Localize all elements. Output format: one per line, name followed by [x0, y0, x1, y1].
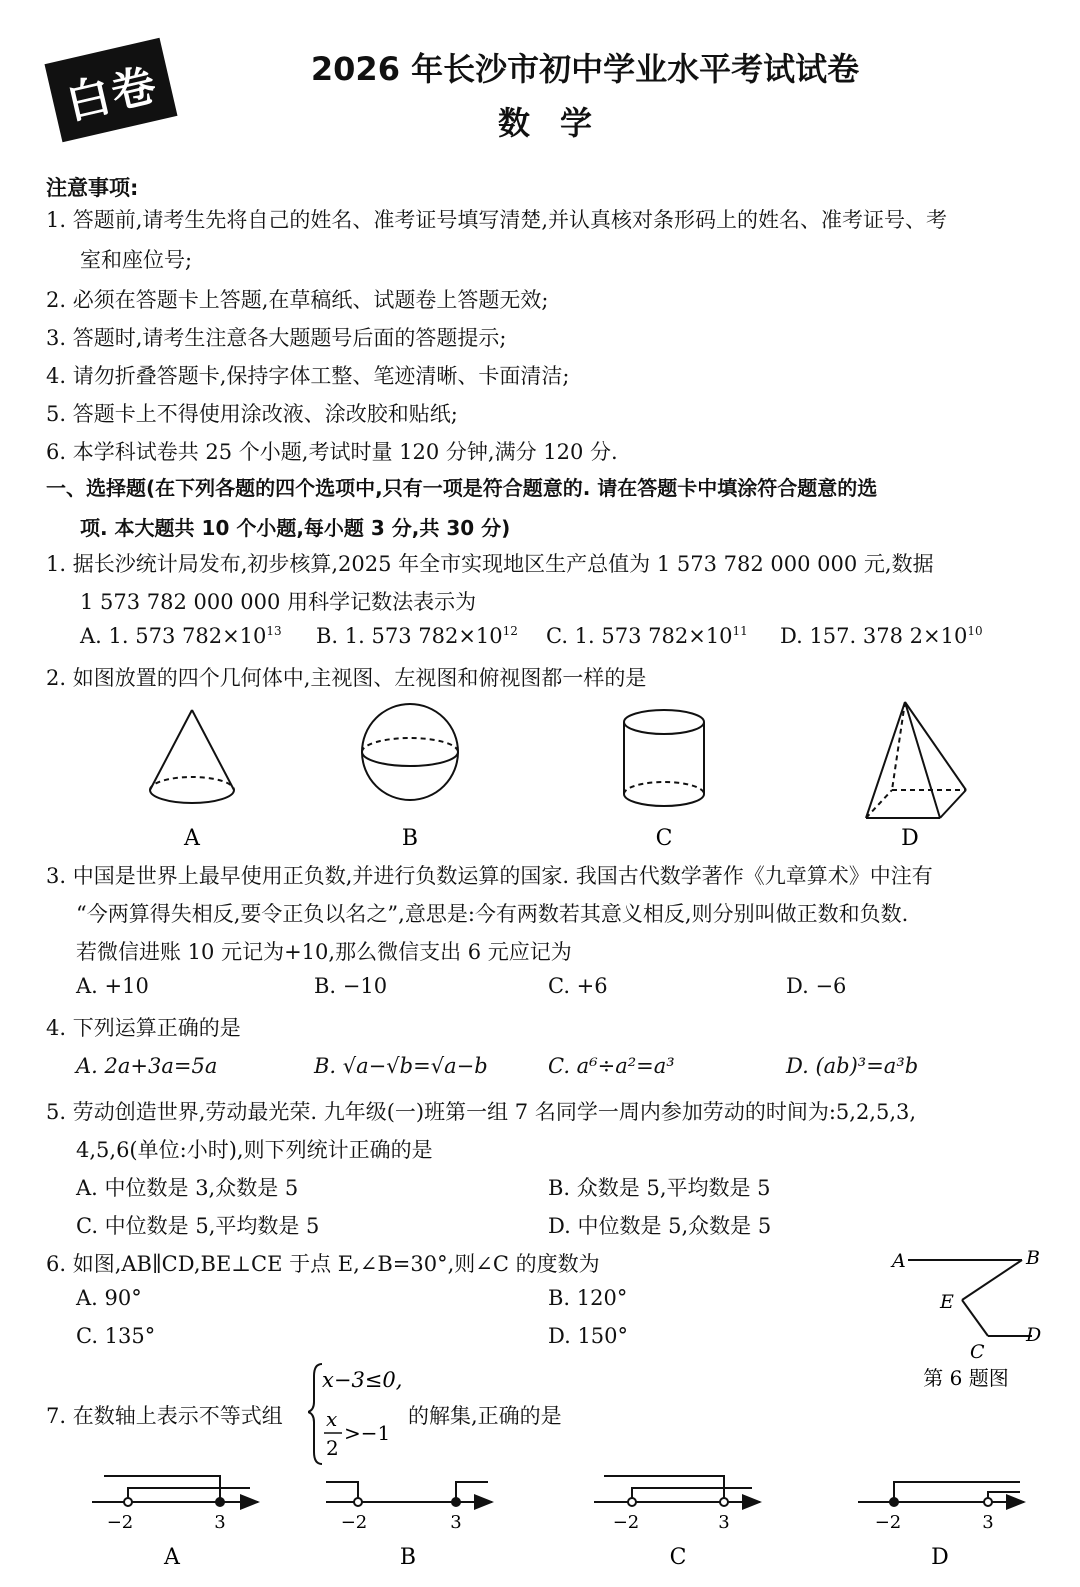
- q7-option-c-line: [594, 1476, 760, 1506]
- q4-option-b: B. √a−√b=√a−b: [314, 1054, 488, 1078]
- q7-label-b: B: [399, 1545, 417, 1570]
- q5-option-d: D. 中位数是 5,众数是 5: [548, 1214, 772, 1238]
- exam-title: 2026 年长沙市初中学业水平考试试卷: [310, 50, 860, 88]
- q6-figure-caption: 第 6 题图: [923, 1366, 1009, 1390]
- q6-option-b: B. 120°: [548, 1286, 628, 1310]
- white-paper-badge: 白卷: [45, 38, 178, 142]
- notice-item: 4. 请勿折叠答题卡,保持字体工整、笔迹清晰、卡面清洁;: [46, 364, 570, 388]
- question-3-stem: 3. 中国是世界上最早使用正负数,并进行负数运算的国家. 我国古代数学著作《九章算术》中注有: [46, 864, 933, 888]
- question-3-stem-cont: 若微信进账 10 元记为+10,那么微信支出 6 元应记为: [76, 940, 572, 964]
- q3-option-d: D. −6: [786, 974, 847, 998]
- q5-option-b: B. 众数是 5,平均数是 5: [548, 1176, 771, 1200]
- q6-point-a: A: [892, 1250, 906, 1272]
- q7-option-b-line: [326, 1482, 492, 1506]
- q1-option-d: D. 157. 378 $2\times 10^{10}$: [780, 624, 983, 648]
- question-4-stem: 4. 下列运算正确的是: [46, 1016, 241, 1040]
- q5-option-c: C. 中位数是 5,平均数是 5: [76, 1214, 320, 1238]
- q7-number-lines: [0, 1462, 1080, 1584]
- q2-label-d: D: [901, 826, 919, 851]
- q3-option-c: C. +6: [548, 974, 608, 998]
- q4-option-a: A. 2a+3a=5a: [76, 1054, 218, 1078]
- question-1-stem: 1. 据长沙统计局发布,初步核算,2025 年全市实现地区生产总值为 1 573 782 000 000 元,数据: [46, 552, 934, 576]
- notice-item: 5. 答题卡上不得使用涂改液、涂改胶和贴纸;: [46, 402, 458, 426]
- q7-c-tick-right: 3: [718, 1512, 730, 1533]
- q7-a-tick-left: −2: [106, 1512, 134, 1533]
- question-2-stem: 2. 如图放置的四个几何体中,主视图、左视图和俯视图都一样的是: [46, 666, 647, 690]
- q7-b-tick-right: 3: [450, 1512, 462, 1533]
- question-3-stem-cont: “今两算得失相反,要令正负以名之”,意思是:今有两数若其意义相反,则分别叫做正数和负数.: [76, 902, 909, 926]
- notice-item: 3. 答题时,请考生注意各大题题号后面的答题提示;: [46, 326, 507, 350]
- q7-c-tick-left: −2: [612, 1512, 640, 1533]
- q3-option-b: B. −10: [314, 974, 388, 998]
- q6-figure: [880, 1238, 1060, 1398]
- q6-point-e: E: [940, 1291, 954, 1313]
- notice-item: 6. 本学科试卷共 25 个小题,考试时量 120 分钟,满分 120 分.: [46, 440, 618, 464]
- section-heading-cont: 项. 本大题共 10 个小题,每小题 3 分,共 30 分): [80, 516, 511, 540]
- section-heading: 一、选择题(在下列各题的四个选项中,只有一项是符合题意的. 请在答题卡中填涂符合题意的选: [46, 476, 878, 500]
- q7-ineq-2-den: 2: [326, 1436, 339, 1460]
- question-5-stem: 5. 劳动创造世界,劳动最光荣. 九年级(一)班第一组 7 名同学一周内参加劳动的时间为:5,2,5,3,: [46, 1100, 917, 1124]
- q7-inequality-system: [308, 1360, 418, 1468]
- q7-d-tick-right: 3: [982, 1512, 994, 1533]
- q6-point-b: B: [1026, 1247, 1040, 1269]
- q7-label-d: D: [931, 1545, 949, 1570]
- q4-option-c: C. a⁶÷a²=a³: [548, 1054, 675, 1078]
- exam-subject: 数学: [497, 104, 622, 142]
- cone-solid: [150, 710, 234, 803]
- q7-a-tick-right: 3: [214, 1512, 226, 1533]
- q7-ineq-2-num: x: [326, 1407, 338, 1431]
- q2-label-a: A: [184, 826, 200, 851]
- q4-option-d: D. (ab)³=a³b: [786, 1054, 919, 1078]
- q7-b-tick-left: −2: [340, 1512, 368, 1533]
- q5-option-a: A. 中位数是 3,众数是 5: [76, 1176, 299, 1200]
- q7-option-a-line: [92, 1476, 258, 1506]
- q7-label-c: C: [669, 1545, 687, 1570]
- q2-label-b: B: [401, 826, 419, 851]
- q7-label-a: A: [164, 1545, 180, 1570]
- q7-ineq-2-rest: >−1: [344, 1421, 391, 1445]
- cylinder-solid: [624, 710, 704, 806]
- q1-option-b: B. 1. 573 $782\times 10^{12}$: [316, 624, 518, 648]
- notice-item: 2. 必须在答题卡上答题,在草稿纸、试题卷上答题无效;: [46, 288, 549, 312]
- q7-option-d-line: [858, 1482, 1024, 1506]
- question-1-stem-cont: 1 573 782 000 000 用科学记数法表示为: [80, 590, 477, 614]
- q7-d-tick-left: −2: [874, 1512, 902, 1533]
- q2-solids-figure: [0, 690, 1080, 860]
- notice-heading: 注意事项:: [46, 176, 139, 200]
- q6-point-c: C: [970, 1341, 985, 1363]
- notice-item: 室和座位号;: [80, 248, 193, 272]
- q6-option-c: C. 135°: [76, 1324, 156, 1348]
- q2-label-c: C: [655, 826, 673, 851]
- question-5-stem-cont: 4,5,6(单位:小时),则下列统计正确的是: [76, 1138, 433, 1162]
- q6-option-a: A. 90°: [76, 1286, 142, 1310]
- q1-option-c: C. 1. 573 $782\times 10^{11}$: [546, 624, 748, 648]
- pyramid-solid: [866, 702, 966, 818]
- q1-option-a: A. 1. 573 $782\times 10^{13}$: [80, 624, 282, 648]
- question-7-stem: 7. 在数轴上表示不等式组: [46, 1404, 283, 1428]
- question-7-stem-cont: 的解集,正确的是: [408, 1404, 562, 1428]
- q7-ineq-1: x−3≤0,: [322, 1368, 403, 1392]
- q6-point-d: D: [1026, 1324, 1042, 1346]
- q3-option-a: A. +10: [76, 974, 149, 998]
- question-6-stem: 6. 如图,AB∥CD,BE⊥CE 于点 E,∠B=30°,则∠C 的度数为: [46, 1252, 600, 1276]
- notice-item: 1. 答题前,请考生先将自己的姓名、准考证号填写清楚,并认真核对条形码上的姓名、准考证号、考: [46, 208, 948, 232]
- sphere-solid: [362, 704, 458, 800]
- q6-option-d: D. 150°: [548, 1324, 629, 1348]
